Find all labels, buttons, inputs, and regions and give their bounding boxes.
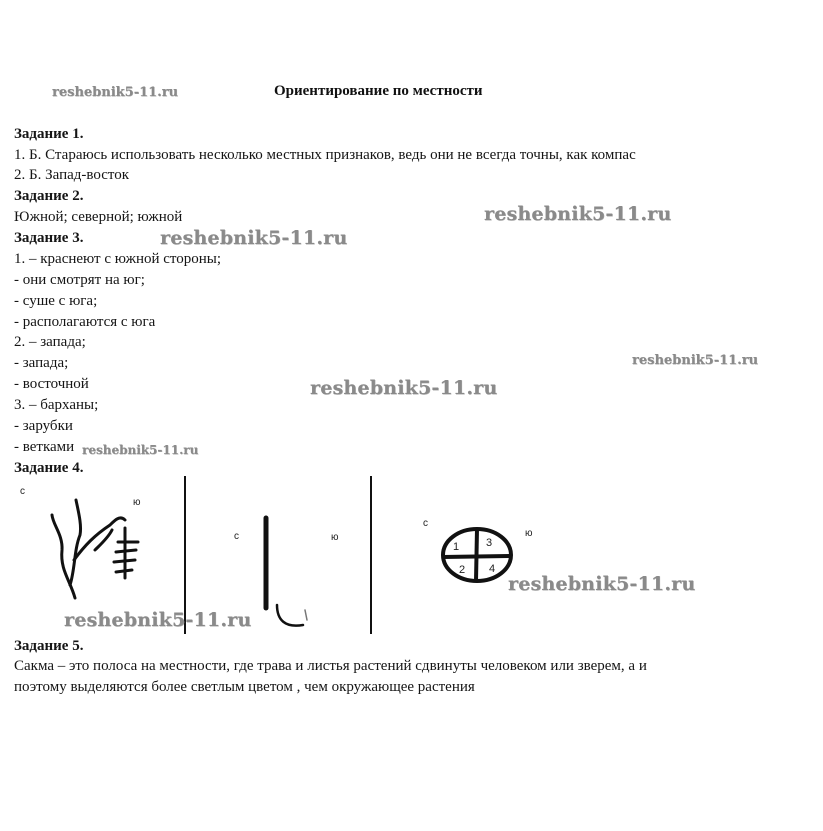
tree-drawing: [40, 490, 150, 605]
task3-line-7: - восточной: [14, 376, 89, 392]
task3-line-6: - запада;: [14, 355, 69, 371]
task1-heading: Задание 1.: [14, 126, 84, 142]
task1-line-2: 2. Б. Запад-восток: [14, 167, 130, 183]
task2-heading: Задание 2.: [14, 188, 84, 204]
task5-heading: Задание 5.: [14, 638, 84, 654]
page-title: Ориентирование по местности: [274, 83, 483, 99]
stump-rings-drawing: [440, 525, 515, 585]
task3-line-2: - они смотрят на юг;: [14, 272, 145, 288]
task3-line-10: - ветками: [14, 439, 75, 455]
watermark: reshebnik5-11.ru: [52, 85, 179, 100]
pole-drawing: [255, 510, 315, 635]
task3-heading: Задание 3.: [14, 230, 84, 246]
task3-line-9: - зарубки: [14, 418, 73, 434]
task5-line-2: поэтому выделяются более светлым цветом , чем окружающее растения: [14, 679, 475, 695]
watermark: reshebnik5-11.ru: [508, 573, 696, 595]
panel2-south-label: ю: [331, 532, 339, 543]
quadrant-3-label: 3: [486, 537, 493, 549]
task1-line-1: 1. Б. Стараюсь использовать несколько местных признаков, ведь они не всегда точны, как компас: [14, 147, 636, 163]
panel-divider: [370, 476, 372, 634]
panel3-south-label: ю: [525, 528, 533, 539]
task3-line-1: 1. – краснеют с южной стороны;: [14, 251, 222, 267]
quadrant-1-label: 1: [453, 541, 460, 553]
task3-line-8: 3. – барханы;: [14, 397, 99, 413]
quadrant-4-label: 4: [489, 563, 496, 575]
watermark: reshebnik5-11.ru: [160, 227, 348, 249]
watermark: reshebnik5-11.ru: [484, 203, 672, 225]
panel2-north-label: с: [234, 531, 239, 542]
quadrant-2-label: 2: [459, 564, 466, 576]
watermark: reshebnik5-11.ru: [64, 609, 252, 631]
task3-line-3: - суше с юга;: [14, 293, 98, 309]
watermark: reshebnik5-11.ru: [310, 377, 498, 399]
panel3-north-label: с: [423, 518, 428, 529]
panel1-south-label: ю: [133, 497, 141, 508]
watermark: reshebnik5-11.ru: [82, 443, 199, 457]
task2-line-1: Южной; северной; южной: [14, 209, 183, 225]
watermark: reshebnik5-11.ru: [632, 353, 759, 368]
task3-line-4: - располагаются с юга: [14, 314, 156, 330]
task5-line-1: Сакма – это полоса на местности, где трава и листья растений сдвинуты человеком или зверем, а и: [14, 658, 647, 674]
task4-heading: Задание 4.: [14, 460, 84, 476]
task3-line-5: 2. – запада;: [14, 334, 86, 350]
panel1-north-label: с: [20, 486, 25, 497]
